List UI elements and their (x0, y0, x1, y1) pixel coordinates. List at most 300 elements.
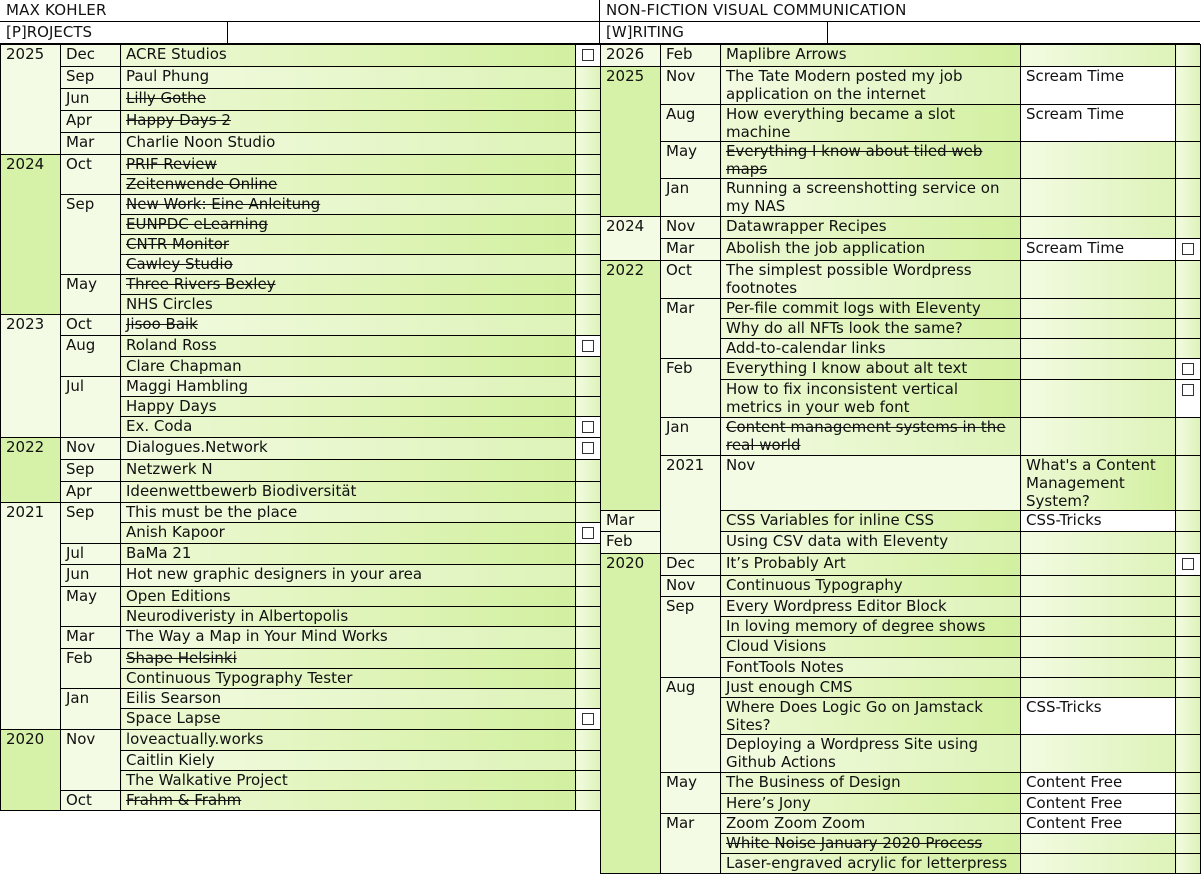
entry-title-text[interactable]: Continuous Typography (726, 576, 903, 594)
entry-title[interactable] (121, 791, 576, 811)
table-row (1, 315, 601, 336)
entry-title[interactable] (121, 503, 576, 523)
entry-title[interactable] (121, 417, 576, 438)
entry-title[interactable] (121, 67, 576, 89)
year-cell: 2024 (601, 217, 661, 261)
month-cell: Sep (61, 195, 121, 275)
month-cell: Nov (661, 217, 721, 239)
entry-title[interactable] (721, 418, 1021, 456)
entry-title[interactable] (721, 511, 1021, 532)
entry-title[interactable] (121, 544, 576, 565)
table-row (601, 45, 1201, 67)
checkbox-cell[interactable] (576, 336, 601, 357)
entry-title[interactable] (1021, 456, 1176, 511)
checkbox-cell (576, 295, 601, 315)
month-cell: Feb (601, 532, 661, 554)
entry-title-text[interactable]: CSS Variables for inline CSS (726, 511, 935, 529)
entry-title[interactable] (721, 45, 1021, 67)
entry-title-text[interactable]: The Walkative Project (126, 771, 288, 789)
month-cell: Oct (661, 261, 721, 299)
table-row (601, 576, 1201, 597)
entry-title-text[interactable]: Neurodiveristy in Albertopolis (126, 607, 349, 625)
month-cell: Mar (661, 814, 721, 874)
checkbox-cell (576, 195, 601, 215)
entry-title-text[interactable]: Hot new graphic designers in your area (126, 565, 423, 583)
entry-title-text[interactable]: Using CSV data with Eleventy (726, 532, 949, 550)
table-row (601, 142, 1201, 179)
table-row (1, 482, 601, 503)
entry-title[interactable] (721, 67, 1021, 105)
entry-title-text[interactable]: Space Lapse (126, 709, 221, 727)
checkbox-cell (1176, 773, 1201, 794)
checkbox[interactable] (582, 49, 594, 61)
table-row (601, 299, 1201, 319)
month-cell: Oct (61, 315, 121, 336)
table-row (1, 275, 601, 295)
entry-title-text[interactable]: Charlie Noon Studio (126, 133, 276, 151)
table-row (1, 791, 601, 811)
entry-title-text[interactable]: Anish Kapoor (126, 523, 225, 541)
entry-title-text[interactable]: The Way a Map in Your Mind Works (126, 627, 388, 645)
entry-title[interactable] (721, 299, 1021, 319)
checkbox-cell (1176, 105, 1201, 142)
entry-title-text[interactable]: Abolish the job application (726, 239, 926, 257)
table-row (601, 456, 1201, 511)
table-row (1, 195, 601, 215)
year-cell: 2020 (601, 554, 661, 874)
checkbox-cell (1176, 261, 1201, 299)
entry-title[interactable] (121, 397, 576, 417)
table-row (1, 155, 601, 175)
month-cell: Sep (61, 503, 121, 544)
publication-cell (1021, 637, 1176, 658)
year-cell: 2025 (601, 67, 661, 217)
entry-title[interactable] (721, 637, 1021, 658)
entry-title[interactable] (121, 336, 576, 357)
checkbox-cell (1176, 576, 1201, 597)
entry-title[interactable] (721, 854, 1021, 874)
publication-cell (1021, 217, 1176, 239)
publication-cell (1021, 418, 1176, 456)
month-cell: Apr (61, 482, 121, 503)
checkbox-cell (576, 482, 601, 503)
checkbox[interactable] (582, 421, 594, 433)
entry-title-text[interactable]: Paul Phung (126, 67, 210, 85)
publication-cell (1021, 142, 1176, 179)
writing-column (600, 0, 1200, 872)
checkbox-cell (1176, 217, 1201, 239)
checkbox-cell (576, 175, 601, 195)
entry-title[interactable] (721, 597, 1021, 617)
entry-title-text[interactable]: EUNPDC eLearning (126, 215, 268, 233)
entry-title-text[interactable]: Continuous Typography Tester (126, 669, 353, 687)
entry-title-text[interactable]: Cawley Studio (126, 255, 233, 273)
entry-title[interactable] (721, 217, 1021, 239)
publication-cell (1021, 735, 1176, 773)
site-title[interactable]: MAX KOHLER (0, 0, 599, 22)
month-cell: Apr (61, 111, 121, 133)
entry-title[interactable] (121, 315, 576, 336)
month-cell: Sep (61, 460, 121, 482)
month-cell: Aug (61, 336, 121, 377)
projects-table (0, 44, 601, 811)
entry-title-text[interactable]: Everything I know about alt text (726, 359, 968, 377)
month-cell: Mar (661, 299, 721, 359)
month-cell: May (661, 773, 721, 814)
month-cell: Dec (661, 554, 721, 576)
entry-title[interactable] (721, 179, 1021, 217)
checkbox-cell[interactable] (1176, 239, 1201, 261)
entry-title-text[interactable]: Zoom Zoom Zoom (726, 814, 866, 832)
entry-title-text[interactable]: Roland Ross (126, 336, 217, 354)
table-row (601, 814, 1201, 834)
entry-title-text[interactable]: How everything became a slot machine (726, 105, 956, 141)
publication-cell (1021, 380, 1176, 418)
entry-title[interactable] (121, 523, 576, 544)
entry-title[interactable] (121, 565, 576, 587)
entry-title[interactable] (121, 275, 576, 295)
entry-title[interactable] (721, 794, 1021, 814)
entry-title[interactable] (121, 482, 576, 503)
projects-column (0, 0, 600, 809)
entry-title[interactable] (721, 532, 1021, 554)
entry-title-text[interactable]: Caitlin Kiely (126, 751, 215, 769)
checkbox-cell (1176, 834, 1201, 854)
checkbox-cell (1176, 142, 1201, 179)
entry-title-text[interactable]: Why do all NFTs look the same? (726, 319, 963, 337)
entry-title[interactable] (121, 195, 576, 215)
entry-title[interactable] (721, 339, 1021, 359)
entry-title-text[interactable]: Lilly Gothe (126, 89, 206, 107)
publication-cell (1021, 532, 1176, 554)
checkbox-cell (1176, 511, 1201, 532)
entry-title-text[interactable]: Dialogues.Network (126, 438, 268, 456)
entry-title[interactable] (121, 255, 576, 275)
month-cell: Jan (661, 179, 721, 217)
checkbox-cell (576, 89, 601, 111)
entry-title-text[interactable]: In loving memory of degree shows (726, 617, 986, 635)
entry-title-text[interactable]: Just enough CMS (726, 678, 853, 696)
entry-title-text[interactable]: Deploying a Wordpress Site using Github Actions (726, 735, 979, 771)
year-cell: 2025 (1, 45, 61, 155)
table-row (601, 105, 1201, 142)
publication-cell (1021, 339, 1176, 359)
checkbox-cell (576, 503, 601, 523)
checkbox[interactable] (582, 442, 594, 454)
checkbox-cell (1176, 45, 1201, 67)
entry-title[interactable] (121, 215, 576, 235)
checkbox-cell (1176, 735, 1201, 773)
table-row (1, 111, 601, 133)
entry-title[interactable] (121, 155, 576, 175)
entry-title[interactable] (721, 678, 1021, 698)
publication-cell: Scream Time (1021, 239, 1176, 261)
month-cell: Dec (61, 45, 121, 67)
checkbox-cell[interactable] (1176, 380, 1201, 418)
entry-title[interactable] (121, 627, 576, 649)
entry-title[interactable] (721, 617, 1021, 637)
entry-title[interactable] (721, 658, 1021, 678)
entry-title[interactable] (721, 773, 1021, 794)
entry-title-text[interactable]: Clare Chapman (126, 357, 242, 375)
table-row (601, 597, 1201, 617)
month-cell: Mar (61, 133, 121, 155)
checkbox[interactable] (1182, 384, 1194, 396)
entry-title[interactable] (121, 607, 576, 627)
checkbox-cell (1176, 854, 1201, 874)
entry-title[interactable] (721, 698, 1021, 735)
entry-title[interactable] (121, 438, 576, 460)
month-cell: Sep (661, 597, 721, 678)
entry-title-text[interactable]: Every Wordpress Editor Block (726, 597, 947, 615)
entry-title-text[interactable]: Happy Days 2 (126, 111, 231, 129)
table-row (1, 377, 601, 397)
entry-title[interactable] (121, 771, 576, 791)
table-row (1, 565, 601, 587)
entry-title-text[interactable]: Here’s Jony (726, 794, 811, 812)
entry-title-text[interactable]: Happy Days (126, 397, 217, 415)
entry-title-text[interactable]: NHS Circles (126, 295, 213, 313)
entry-title-text[interactable]: FontTools Notes (726, 658, 844, 676)
site-subtitle[interactable]: NON-FICTION VISUAL COMMUNICATION (600, 0, 1200, 22)
checkbox-cell (1176, 814, 1201, 834)
entry-title-text[interactable]: CNTR Monitor (126, 235, 230, 253)
table-row (1, 689, 601, 709)
table-row (601, 217, 1201, 239)
checkbox-cell (576, 771, 601, 791)
year-cell: 2023 (1, 315, 61, 438)
checkbox-cell (576, 357, 601, 377)
entry-title[interactable] (721, 319, 1021, 339)
entry-title[interactable] (121, 133, 576, 155)
publication-cell (1021, 658, 1176, 678)
entry-title[interactable] (121, 89, 576, 111)
month-cell: Mar (601, 511, 661, 532)
entry-title[interactable] (121, 235, 576, 255)
checkbox-cell (576, 67, 601, 89)
entry-title[interactable] (121, 357, 576, 377)
month-cell: Feb (661, 359, 721, 418)
entry-title-text[interactable]: This must be the place (126, 503, 298, 521)
entry-title[interactable] (721, 261, 1021, 299)
checkbox-cell[interactable] (576, 417, 601, 438)
entry-title[interactable] (121, 669, 576, 689)
table-row (1, 503, 601, 523)
month-cell: Nov (661, 576, 721, 597)
entry-title-text[interactable]: Jisoo Baik (126, 315, 198, 333)
entry-title[interactable] (721, 814, 1021, 834)
entry-title[interactable] (121, 587, 576, 607)
publication-cell (1021, 597, 1176, 617)
checkbox[interactable] (582, 713, 594, 725)
checkbox-cell (576, 649, 601, 669)
year-cell: 2024 (1, 155, 61, 315)
checkbox-cell (576, 689, 601, 709)
checkbox[interactable] (1182, 558, 1194, 570)
checkbox-cell (1176, 617, 1201, 637)
publication-cell (1021, 576, 1176, 597)
checkbox-cell[interactable] (576, 709, 601, 730)
entry-title-text[interactable]: Frahm & Frahm (126, 791, 242, 809)
table-row (601, 239, 1201, 261)
checkbox-cell (1176, 794, 1201, 814)
entry-title-text[interactable]: It’s Probably Art (726, 554, 846, 572)
month-cell: Jan (61, 689, 121, 730)
entry-title[interactable] (121, 751, 576, 771)
entry-title[interactable] (721, 239, 1021, 261)
checkbox[interactable] (582, 340, 594, 352)
year-cell: 2022 (601, 261, 661, 511)
entry-title-text[interactable]: Netzwerk N (126, 460, 213, 478)
checkbox[interactable] (582, 527, 594, 539)
table-row (601, 678, 1201, 698)
checkbox-cell[interactable] (576, 438, 601, 460)
entry-title[interactable] (121, 460, 576, 482)
publication-cell (1021, 179, 1176, 217)
table-row (1, 649, 601, 669)
publication-cell (1021, 319, 1176, 339)
checkbox-cell (576, 565, 601, 587)
entry-title[interactable] (721, 105, 1021, 142)
publication-cell (1021, 854, 1176, 874)
checkbox-cell (1176, 299, 1201, 319)
entry-title[interactable] (721, 142, 1021, 179)
entry-title-text[interactable]: Open Editions (126, 587, 231, 605)
entry-title-text[interactable]: Eilis Searson (126, 689, 222, 707)
entry-title-text[interactable]: New Work: Eine Anleitung (126, 195, 321, 213)
entry-title-text[interactable]: Ex. Coda (126, 417, 193, 435)
entry-title-text[interactable]: Ideenwettbewerb Biodiversität (126, 482, 357, 500)
entry-title[interactable] (721, 359, 1021, 380)
month-cell: Aug (661, 678, 721, 773)
checkbox[interactable] (1182, 243, 1194, 255)
table-row (601, 773, 1201, 794)
checkbox-cell (576, 235, 601, 255)
month-cell: Oct (61, 791, 121, 811)
table-row (1, 67, 601, 89)
entry-title[interactable] (721, 576, 1021, 597)
entry-title-text[interactable]: Datawrapper Recipes (726, 217, 887, 235)
entry-title-text[interactable]: Maplibre Arrows (726, 45, 847, 63)
checkbox-cell (576, 275, 601, 295)
table-row (1, 45, 601, 67)
entry-title-text[interactable]: The simplest possible Wordpress footnotes (726, 261, 972, 297)
checkbox-cell[interactable] (1176, 554, 1201, 576)
checkbox-cell (576, 111, 601, 133)
month-cell: May (61, 587, 121, 627)
checkbox-cell (576, 460, 601, 482)
checkbox-cell (576, 397, 601, 417)
entry-title-text[interactable]: Laser-engraved acrylic for letterpress (726, 854, 1008, 872)
writing-table (600, 44, 1201, 874)
entry-title[interactable] (121, 377, 576, 397)
month-cell: May (61, 275, 121, 315)
entry-title[interactable] (721, 554, 1021, 576)
entry-title-text[interactable]: BaMa 21 (126, 544, 192, 562)
entry-title-text[interactable]: loveactually.works (126, 730, 264, 748)
entry-title-text[interactable]: Three Rivers Bexley (126, 275, 276, 293)
checkbox-cell (576, 155, 601, 175)
checkbox-cell (576, 730, 601, 751)
entry-title-text[interactable]: PRIF Review (126, 155, 217, 173)
checkbox-cell[interactable] (1176, 359, 1201, 380)
checkbox-cell (576, 377, 601, 397)
month-cell: May (661, 142, 721, 179)
publication-cell: Scream Time (1021, 105, 1176, 142)
table-row (601, 261, 1201, 299)
entry-title[interactable] (121, 175, 576, 195)
entry-title-text[interactable]: The Business of Design (726, 773, 901, 791)
month-cell: Jan (661, 418, 721, 456)
entry-title-text[interactable]: Zeitenwende Online (126, 175, 278, 193)
checkbox-cell (1176, 319, 1201, 339)
entry-title-text[interactable]: Everything I know about tiled web maps (726, 142, 983, 178)
entry-title-text[interactable]: The Tate Modern posted my job application on the internet (726, 67, 963, 103)
checkbox-cell (1176, 658, 1201, 678)
entry-title[interactable] (721, 834, 1021, 854)
publication-cell: Content Free (1021, 814, 1176, 834)
entry-title[interactable] (121, 649, 576, 669)
entry-title-text[interactable]: Maggi Hambling (126, 377, 249, 395)
year-cell: 2021 (1, 503, 61, 730)
entry-title-text[interactable]: Per-file commit logs with Eleventy (726, 299, 981, 317)
table-row (1, 627, 601, 649)
checkbox-cell (1176, 698, 1201, 735)
entry-title[interactable] (721, 380, 1021, 418)
checkbox-cell (576, 669, 601, 689)
checkbox-cell[interactable] (576, 45, 601, 67)
entry-title[interactable] (121, 730, 576, 751)
entry-title-text[interactable]: ACRE Studios (126, 45, 227, 63)
checkbox-cell (576, 215, 601, 235)
entry-title-text[interactable]: White Noise January 2020 Process (726, 834, 983, 852)
checkbox-cell[interactable] (576, 523, 601, 544)
entry-title-text[interactable]: Content management systems in the real world (726, 418, 1006, 454)
year-cell: 2020 (1, 730, 61, 811)
table-row (1, 133, 601, 155)
publication-cell (1021, 617, 1176, 637)
entry-title[interactable] (121, 689, 576, 709)
month-cell: Feb (661, 45, 721, 67)
checkbox-cell (1176, 67, 1201, 105)
entry-title-text[interactable]: Running a screenshotting service on my NAS (726, 179, 1000, 215)
year-cell: 2021 (661, 456, 721, 554)
entry-title[interactable] (121, 111, 576, 133)
writing-section-label[interactable]: [W]RITING (600, 22, 828, 43)
month-cell: Jul (61, 544, 121, 565)
entry-title-text[interactable]: Cloud Visions (726, 637, 827, 655)
entry-title[interactable] (121, 45, 576, 67)
entry-title[interactable] (121, 709, 576, 730)
entry-title-text[interactable]: Add-to-calendar links (726, 339, 886, 357)
checkbox-cell (1176, 597, 1201, 617)
entry-title-text[interactable]: How to fix inconsistent vertical metrics in your web font (726, 380, 959, 416)
table-row (1, 89, 601, 111)
checkbox[interactable] (1182, 363, 1194, 375)
year-cell: 2022 (1, 438, 61, 503)
table-row (601, 554, 1201, 576)
entry-title[interactable] (721, 735, 1021, 773)
entry-title-text[interactable]: What's a Content Management System? (1026, 456, 1156, 510)
projects-section-label[interactable]: [P]ROJECTS (0, 22, 228, 43)
month-cell: Mar (61, 627, 121, 649)
entry-title-text[interactable]: Where Does Logic Go on Jamstack Sites? (726, 698, 983, 734)
publication-cell (1021, 359, 1176, 380)
entry-title-text[interactable]: Shape Helsinki (126, 649, 237, 667)
entry-title[interactable] (121, 295, 576, 315)
checkbox-cell (1176, 678, 1201, 698)
table-row (1, 587, 601, 607)
